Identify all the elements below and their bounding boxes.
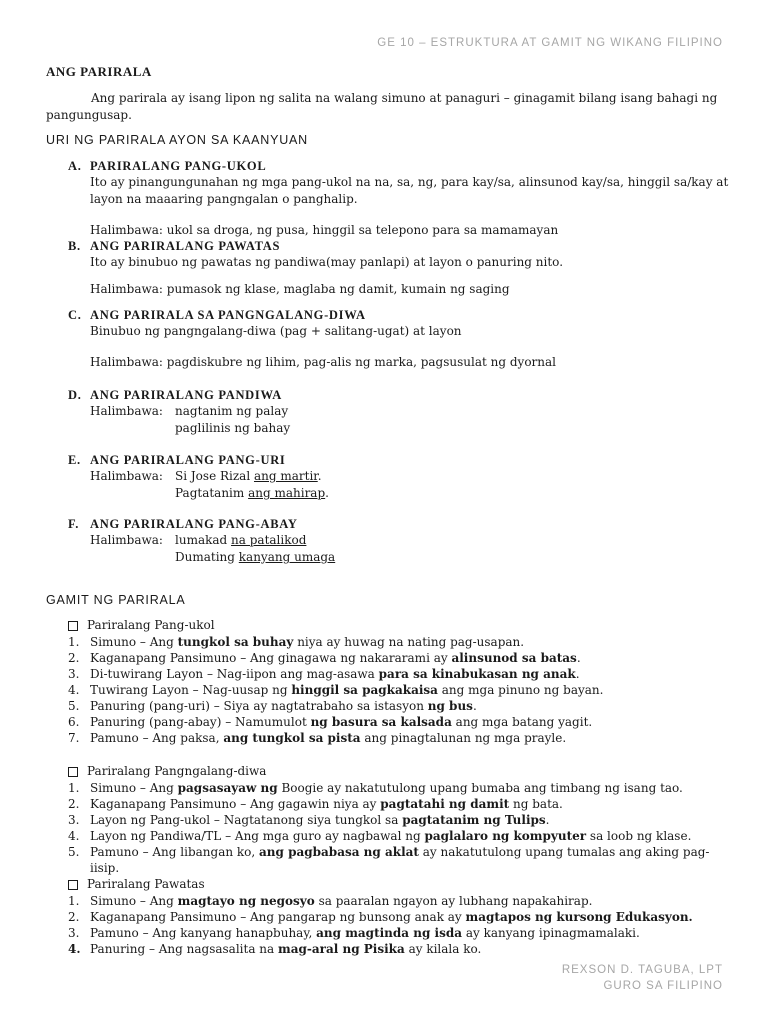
underlined-phrase: ang martir: [253, 469, 318, 483]
category-name: ANG PARIRALANG PANDIWA: [90, 388, 283, 402]
usage-list: [68, 780, 738, 876]
category-f: [68, 517, 738, 566]
list-item: 3. Di-tuwirang Layon – Nag-iipon ang mag-asawa para sa kinabukasan ng anak.: [68, 667, 580, 681]
category-heading: [68, 388, 738, 403]
category-description: Binubuo ng pangngalang-diwa (pag + salitang-ugat) at layon: [90, 324, 462, 338]
list-item: 4. Layon ng Pandiwa/TL – Ang mga guro ay nagbawal ng paglalaro ng kompyuter sa loob ng klase.: [68, 829, 692, 843]
category-letter: D.: [68, 388, 82, 402]
group-title: Pariralang Pang-ukol: [87, 618, 215, 632]
list-item: 1. Simuno – Ang pagsasayaw ng Boogie ay nakatutulong upang bumaba ang timbang ng isang tao.: [68, 781, 683, 795]
category-example: Halimbawa: ukol sa droga, ng pusa, hinggil sa telepono para sa mamamayan: [90, 223, 559, 237]
author-name: REXSON D. TAGUBA, LPT: [561, 964, 723, 976]
category-description: Ito ay binubuo ng pawatas ng pandiwa(may panlapi) at layon o panuring nito.: [90, 255, 564, 269]
checkbox-bullet-icon: [68, 621, 78, 631]
list-item: 5. Pamuno – Ang libangan ko, ang pagbabasa ng aklat ay nakatutulong upang tumalas ang aking pag-iisip.: [68, 845, 710, 875]
category-heading: [68, 239, 738, 254]
category-heading: [68, 308, 738, 323]
list-item: 5. Panuring (pang-uri) – Siya ay nagtatrabaho sa istasyon ng bus.: [68, 699, 477, 713]
list-item: 4. Panuring – Ang nagsasalita na mag-aral ng Pisika ay kilala ko.: [68, 942, 482, 956]
category-letter: A.: [68, 159, 82, 173]
category-example: Halimbawa: pagdiskubre ng lihim, pag-alis ng marka, pagsusulat ng dyornal: [90, 355, 557, 369]
list-item: 2. Kaganapang Pansimuno – Ang gagawin niya ay pagtatahi ng damit ng bata.: [68, 797, 563, 811]
example-text: lumakad na patalikod: [175, 533, 307, 547]
category-name: PARIRALANG PANG-UKOL: [90, 159, 267, 173]
list-item: 3. Layon ng Pang-ukol – Nagtatanong siya tungkol sa pagtatanim ng Tulips.: [68, 813, 550, 827]
usage-group-pangngalang-diwa: [68, 763, 738, 876]
usage-group-pang-ukol: [68, 617, 738, 746]
category-description: Ito ay pinangungunahan ng mga pang-ukol na na, sa, ng, para kay/sa, alinsunod kay/sa, hinggil sa/kay at layon na maaaring pangngalan o panghalip.: [90, 175, 729, 206]
category-c: [68, 308, 738, 371]
list-item: 4. Tuwirang Layon – Nag-uusap ng hinggil sa pagkakaisa ang mga pinuno ng bayan.: [68, 683, 604, 697]
example-label: Halimbawa:: [90, 469, 163, 483]
category-example: Halimbawa: pumasok ng klase, maglaba ng damit, kumain ng saging: [90, 282, 510, 296]
list-item: 1. Simuno – Ang tungkol sa buhay niya ay huwag na nating pag-usapan.: [68, 635, 525, 649]
page-title: ANG PARIRALA: [46, 64, 152, 79]
section-heading-uri: URI NG PARIRALA AYON SA KAANYUAN: [46, 133, 309, 147]
category-heading: [68, 517, 738, 532]
category-heading: [68, 159, 738, 174]
category-letter: E.: [68, 453, 81, 467]
author-role: GURO SA FILIPINO: [603, 980, 723, 992]
page-footer: [562, 962, 723, 994]
category-name: ANG PARIRALA SA PANGNGALANG-DIWA: [90, 308, 366, 322]
group-title: Pariralang Pangngalang-diwa: [87, 764, 267, 778]
list-item: 6. Panuring (pang-abay) – Namumulot ng basura sa kalsada ang mga batang yagit.: [68, 715, 593, 729]
example-text: nagtanim ng palay: [175, 404, 289, 418]
category-a: [68, 159, 738, 239]
list-item: 2. Kaganapang Pansimuno – Ang pangarap ng bunsong anak ay magtapos ng kursong Edukasyon.: [68, 910, 693, 924]
group-title: Pariralang Pawatas: [87, 877, 205, 891]
list-item: 1. Simuno – Ang magtayo ng negosyo sa paaralan ngayon ay lubhang napakahirap.: [68, 894, 593, 908]
usage-list: [68, 893, 738, 957]
category-letter: C.: [68, 308, 82, 322]
category-e: [68, 453, 738, 502]
example-text: Si Jose Rizal ang martir.: [175, 469, 322, 483]
example-text: Pagtatanim ang mahirap.: [175, 486, 329, 500]
underlined-phrase: kanyang umaga: [238, 550, 336, 564]
category-name: ANG PARIRALANG PANG-URI: [90, 453, 286, 467]
category-heading: [68, 453, 738, 468]
page-header: GE 10 – ESTRUKTURA AT GAMIT NG WIKANG FILIPINO: [377, 37, 723, 49]
underlined-phrase: na patalikod: [231, 533, 307, 547]
category-d: [68, 388, 738, 437]
category-letter: B.: [68, 239, 81, 253]
category-b: [68, 239, 738, 298]
example-label: Halimbawa:: [90, 404, 163, 418]
example-label: Halimbawa:: [90, 533, 163, 547]
category-name: ANG PARIRALANG PANG-ABAY: [90, 517, 298, 531]
list-item: 3. Pamuno – Ang kanyang hanapbuhay, ang magtinda ng isda ay kanyang ipinagmamalaki.: [68, 926, 640, 940]
checkbox-bullet-icon: [68, 767, 78, 777]
underlined-phrase: ang mahirap: [248, 486, 326, 500]
usage-group-pawatas: [68, 876, 738, 957]
usage-list: [68, 634, 738, 746]
category-letter: F.: [68, 517, 80, 531]
intro-paragraph: Ang parirala ay isang lipon ng salita na walang simuno at panaguri – ginagamit bilang isang bahagi ng pangungusap.: [46, 91, 718, 122]
checkbox-bullet-icon: [68, 880, 78, 890]
list-item: 2. Kaganapang Pansimuno – Ang ginagawa ng nakararami ay alinsunod sa batas.: [68, 651, 581, 665]
example-text: Dumating kanyang umaga: [175, 550, 336, 564]
list-item: 7. Pamuno – Ang paksa, ang tungkol sa pista ang pinagtalunan ng mga prayle.: [68, 731, 567, 745]
example-text: paglilinis ng bahay: [175, 421, 291, 435]
category-name: ANG PARIRALANG PAWATAS: [90, 239, 281, 253]
section-heading-gamit: GAMIT NG PARIRALA: [46, 593, 186, 607]
